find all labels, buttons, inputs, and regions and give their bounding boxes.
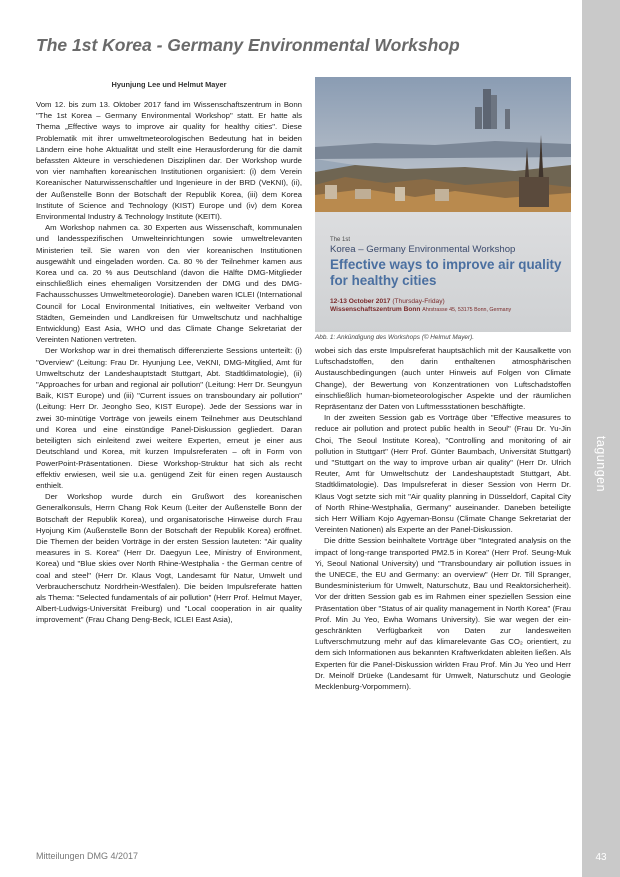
paragraph: wobei sich das erste Impulsreferat hauptsächlich mit der Kausalkette von Luftschadstoffen, den darin enthaltenen atmosphärischen Austauschbedingungen (auch unter Hinweis auf Folgen von Climate Change), der Bewertung von Konzentrationen von Luftschadstoffen einschließlich human-biometeorologischer Aspekte und der räumlichen Repräsentanz der Daten von Luftmessstationen beschäftigte. [315, 346, 571, 412]
page-title: The 1st Korea - Germany Environmental Workshop [36, 35, 460, 55]
paragraph: Der Workshop war in drei thematisch differenzierte Sessions unterteilt: (i) "Overview" (Leitung: Frau Dr. Hyunjung Lee, VeKNI, DMG-Mitglied, Amt für Umweltschutz der Landeshauptstadt Stuttgart, Abt. Stadtklimatologie), (ii) "Approaches for urban and regional air pollution" (Leitung: Herr Dr. Seungyun Baik, KIST Europe) und (iii) "Current issues on transboundary air pollution" (Leitung: Herr Dr. Jeongho Seo, KIST Europe). Jede der Sessions war in zwei 30-minütige Vorträge von jeweils einem Teilnehmer aus Deutschland und Korea und eine einstündige Panel-Diskussion gegliedert. Daran beteiligten sich einleitend zwei weitere Experten, erneut je einer aus Deutschland und Korea, mit kurzen Impulsreferaten – oft in Form von PowerPoint-Präsentationen. Diese Workshop-Struktur hat sich als recht effektiv erwiesen, weil sie u.a. genügend Zeit für einen regen Austausch enthielt. [36, 346, 302, 490]
text-column-right [315, 345, 571, 692]
paragraph: Vom 12. bis zum 13. Oktober 2017 fand im Wissenschaftszentrum in Bonn "The 1st Korea – Germany Environmental Workshop" statt. Er hatte als Thema „Effective ways to improve air quality for healthy cities". Diese Problematik mit ihrer umweltmeteorologischen Bedeutung hat in beiden Ländern eine hohe Aktualität und stellt eine Herausforderung für die damit befassten Akteure in verschiedenen Disziplinen dar. Der Workshop wurde von vier namhaften koreanischen Institutionen organisiert: (i) dem Verein Koreanischer Naturwissenschaftler und Ingenieure in der BRD (VeKNI), (ii), der Außenstelle Bonn der Botschaft der Republik Korea, (iii) dem Korea Institute of Science and Technology (KIST) Europe und (iv) dem Korea Environmental Industry & Technology Institute (KEITI). [36, 100, 302, 222]
poster-date [330, 298, 565, 305]
poster-date-value: 12-13 October 2017 [330, 298, 391, 305]
poster-address: Ahrstrasse 45, 53175 Bonn, Germany [422, 307, 512, 313]
poster-text [330, 237, 565, 313]
article-authors: Hyunjung Lee und Helmut Mayer [111, 80, 227, 89]
paragraph: Die dritte Session beinhaltete Vorträge über "Integrated analysis on the impact of long-range transported PM2.5 in Korea" (Herr Prof. Seung-Muk Yi, Seoul National University) und "Transboundary air pollution issues in the UNECE, the EU and Germany: an overview" (Herr Dr. Till Spranger, Bundesministerium für Umwelt, Naturschutz, Bau und Reaktorsicherheit). Vor der dritten Session gab es im Rahmen einer speziellen Session eine Präsentation über "Status of air quality management in North Korea" (Frau Prof. Min Ju Yeo, Ewha Womans University). Sie war wegen der eingeschränkten Verfügbarkeit von Daten zur landesweiten Luftverschmutzung mehr auf das klimarelevante Gas CO₂ orientiert, zu dem sich Informationen aus bekannten Kraftwerkdaten ableiten ließen. Als Experten für die Panel-Diskussion wirkten Frau Prof. Min Ju Yeo und Herr Dr. Meinolf Drüeke (Landesamt für Umwelt, Naturschutz und Geologie Mecklenburg-Vorpommern). [315, 536, 571, 692]
paragraph: Der Workshop wurde durch ein Grußwort des koreanischen Generalkonsuls, Herrn Chang Rok Keum (Leiter der Außenstelle Bonn der Botschaft der Republik Korea), und organisatorische Hinweise durch Frau Hyojung Kim (Außenstelle Bonn der Botschaft der Republik Korea) eröffnet. Die Themen der beiden Vorträge in der ersten Session lauteten: "Air quality measures in S. Korea" (Herr Dr. Daegyun Lee, Ministry of Environment, Korea) und "Blue skies over North Rhine-Westphalia - the German centre of coal and steel" (Herr Dr. Klaus Vogt, Landesamt für Natur, Umwelt und Verbraucherschutz Nordrhein-Westfalen). Die beiden Impulsreferate hatten als Thema: "Selected fundamentals of air pollution" (Herr Prof. Helmut Mayer, Albert-Ludwigs-Universität Freiburg) und "Local cooperation in air quality improvement" (Frau Chang Deng-Beck, ICLEI East Asia), [36, 492, 302, 625]
poster-venue-name: Wissenschaftszentrum Bonn [330, 306, 421, 313]
poster-main-title: Effective ways to improve air quality for healthy cities [330, 257, 562, 288]
text-column-left [36, 99, 302, 626]
poster-date-note: (Thursday-Friday) [392, 298, 445, 305]
poster-header: Korea – Germany Environmental Workshop [330, 244, 516, 255]
figure-caption: Abb. 1: Ankündigung des Workshops (© Helmut Mayer). [315, 334, 474, 341]
poster-venue [330, 306, 565, 313]
paragraph: Am Workshop nahmen ca. 30 Experten aus Wissenschaft, kommunalen und landesspezifischen Umwelteinrichtungen sowie umweltrelevanten Ministerien teil. Sie waren von den vier koreanischen Institutionen ausgewählt und eingeladen worden. Ca. 80 % der Teilnehmer kamen aus Korea und ca. 20 % aus Deutschland (davon die Hälfte DMG-Mitglieder einschließlich eines ehemaligen Vorsitzenden der DMG und des DMG-Fachausschusses Umweltmeteorologie). Daneben waren ICLEI (International Council for Local Environmental Initiatives, ein weltweiter Verband von Städten, Gemeinden und Landkreisen für Umweltschutz und nachhaltige Entwicklung) East Asia, WHO und das Climate Change Sekretariat der Vereinten Nationen vertreten. [36, 223, 302, 345]
poster-edition: The 1st [330, 237, 351, 243]
paragraph: In der zweiten Session gab es Vorträge über "Effective measures to reduce air pollution and protect public health in Seoul" (Frau Dr. Yu-Jin Choi, The Seoul Institute Korea), "Controlling and monitoring of air pollution in Stuttgart" (Herr Prof. Günter Baumbach, Universität Stuttgart) und "Stuttgart on the way to improve urban air quality" (Herr Dr. Ulrich Reuter, Amt für Umweltschutz der Landeshauptstadt Stuttgart, Abt. Stadtklimatologie). Das Impulsreferat in dieser Session von Herrn Dr. Klaus Vogt setzte sich mit "Air quality planning in Düsseldorf, Capital City of North Rhine-Westphalia, Germany" auseinander. Daneben beteiligte sich Herr William Kojo Agyeman-Bonsu (Climate Change Sekretariat der Vereinten Nationen) als Experte an der Panel-Diskussion. [315, 413, 571, 535]
footer-journal: Mitteilungen DMG 4/2017 [36, 851, 139, 861]
page-number: 43 [595, 852, 607, 863]
workshop-poster-photo [315, 77, 571, 332]
section-label: tagungen [594, 435, 608, 493]
